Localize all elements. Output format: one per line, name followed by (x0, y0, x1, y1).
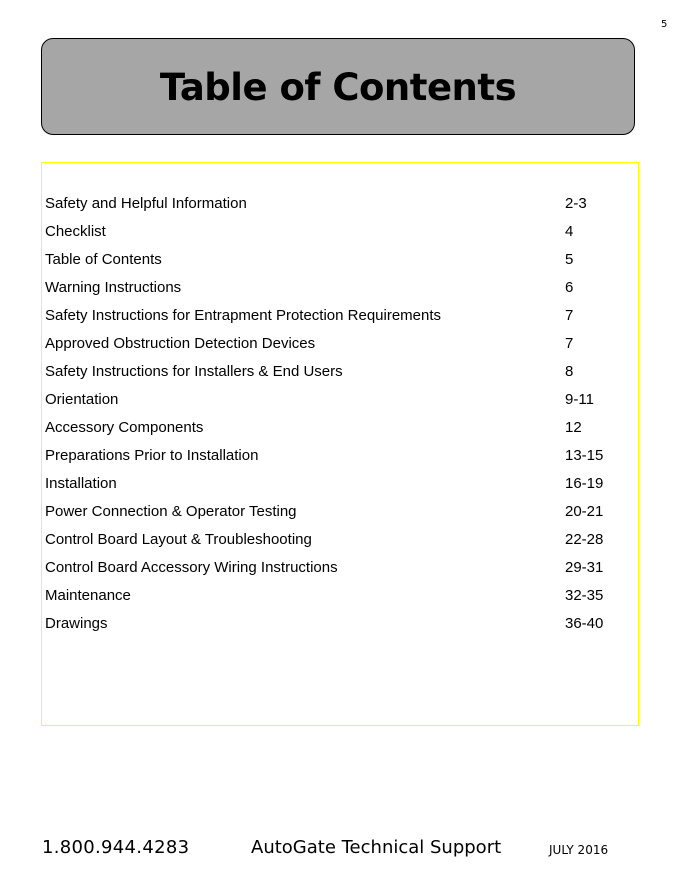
toc-entry (45, 442, 625, 470)
title-banner (41, 38, 635, 135)
toc-entry-title: Maintenance (45, 587, 131, 604)
toc-entry-pages: 2-3 (565, 195, 587, 212)
toc-entry-pages: 13-15 (565, 447, 604, 464)
toc-entry (45, 414, 625, 442)
toc-entry-pages: 6 (565, 279, 574, 296)
toc-entry (45, 554, 625, 582)
toc-entry-title: Warning Instructions (45, 279, 182, 296)
toc-entry-title: Preparations Prior to Installation (45, 447, 259, 464)
toc-entry (45, 498, 625, 526)
toc-entry-pages: 7 (565, 335, 574, 352)
toc-entry-title: Accessory Components (45, 419, 204, 436)
toc-entry-pages: 20-21 (565, 503, 604, 520)
toc-entry (45, 386, 625, 414)
toc-entry-pages: 5 (565, 251, 574, 268)
toc-list (45, 190, 625, 638)
toc-entry-title: Installation (45, 475, 117, 492)
toc-entry-title: Control Board Accessory Wiring Instructions (45, 559, 338, 576)
toc-entry (45, 526, 625, 554)
toc-entry-pages: 32-35 (565, 587, 604, 604)
toc-entry (45, 582, 625, 610)
toc-entry-title: Safety and Helpful Information (45, 195, 247, 212)
toc-entry-title: Checklist (45, 223, 106, 240)
toc-entry-title: Control Board Layout & Troubleshooting (45, 531, 312, 548)
toc-entry-pages: 16-19 (565, 475, 604, 492)
toc-entry (45, 274, 625, 302)
toc-entry (45, 610, 625, 638)
footer-support-label: AutoGate Technical Support (251, 837, 502, 858)
page-number: 5 (661, 19, 668, 30)
toc-entry-pages: 12 (565, 419, 582, 436)
toc-entry-pages: 9-11 (565, 391, 594, 408)
toc-entry (45, 330, 625, 358)
toc-entry (45, 218, 625, 246)
toc-entry-pages: 7 (565, 307, 574, 324)
toc-entry-title: Safety Instructions for Entrapment Protection Requirements (45, 307, 442, 324)
toc-entry (45, 358, 625, 386)
toc-entry-pages: 8 (565, 363, 574, 380)
toc-entry-title: Table of Contents (45, 251, 162, 268)
toc-entry (45, 246, 625, 274)
toc-entry-pages: 4 (565, 223, 574, 240)
footer-date: JULY 2016 (549, 843, 609, 857)
toc-entry-title: Drawings (45, 615, 108, 632)
toc-entry-pages: 29-31 (565, 559, 604, 576)
toc-entry-pages: 22-28 (565, 531, 604, 548)
toc-entry (45, 470, 625, 498)
toc-entry-title: Safety Instructions for Installers & End Users (45, 363, 343, 380)
toc-entry (45, 302, 625, 330)
toc-entry-title: Approved Obstruction Detection Devices (45, 335, 316, 352)
toc-entry-title: Orientation (45, 391, 119, 408)
toc-entry-title: Power Connection & Operator Testing (45, 503, 297, 520)
toc-entry (45, 190, 625, 218)
toc-entry-pages: 36-40 (565, 615, 604, 632)
footer-phone: 1.800.944.4283 (42, 837, 190, 858)
page-title: Table of Contents (159, 66, 517, 109)
